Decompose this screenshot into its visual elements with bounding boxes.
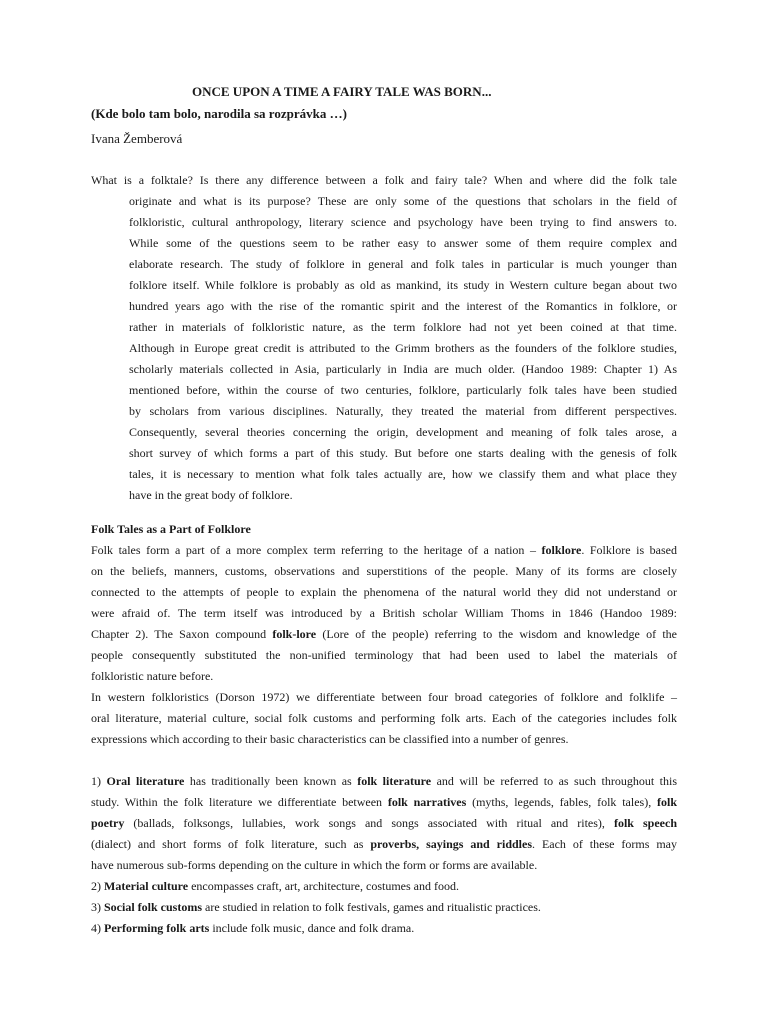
- text-line: study. Within the folk literature we differentiate between folk narratives (myths, legends, fables, folk tales), folk: [91, 795, 677, 809]
- intro-text-line: by scholars from various disciplines. Naturally, they treated the material from different perspectives.: [129, 404, 677, 418]
- text-line: expressions which according to their basic characteristics can be classified into a number of genres.: [91, 732, 569, 746]
- author-name: Ivana Žemberová: [91, 131, 183, 146]
- text-line: poetry (ballads, folksongs, lullabies, work songs and songs associated with ritual and rites), folk speech: [91, 816, 678, 830]
- list-item-performing-folk-arts: 4) Performing folk arts include folk music, dance and folk drama.: [91, 921, 415, 935]
- intro-text-line: scholarly materials collected in Asia, particularly in India are much older. (Handoo 1989: Chapter 1) As: [129, 362, 677, 376]
- intro-text-line: tales, it is necessary to mention what folk tales actually are, how we classify them and what place they: [129, 467, 677, 481]
- list-item-social-folk-customs: 3) Social folk customs are studied in relation to folk festivals, games and ritualistic practices.: [91, 900, 541, 914]
- text-line: have numerous sub-forms depending on the culture in which the form or forms are available.: [91, 858, 538, 872]
- text-line: folkloristic nature before.: [91, 669, 214, 683]
- text-line: oral literature, material culture, social folk customs and performing folk arts. Each of the categories includes folk: [91, 711, 677, 725]
- intro-text-line: originate and what is its purpose? These are only some of the questions that scholars in the field of: [129, 194, 677, 208]
- intro-text-line: hundred years ago with the rise of the romantic spirit and the interest of the Romantics in folklore, or: [129, 299, 677, 313]
- document-subtitle: (Kde bolo tam bolo, narodila sa rozprávka …): [91, 106, 347, 121]
- intro-text-line: folkloristic, cultural anthropology, literary science and psychology have been trying to find answers to.: [129, 215, 677, 229]
- list-item-oral-literature: 1) Oral literature has traditionally been known as folk literature and will be referred to as such throughout this: [91, 774, 677, 788]
- intro-text-line: rather in materials of folkloristic nature, as the term folklore had not yet been coined at that time.: [129, 320, 677, 334]
- text-line: connected to the attempts of people to explain the phenomena of the natural world they did not understand or: [91, 585, 677, 599]
- term-folklore: folklore: [541, 543, 582, 557]
- section-heading: Folk Tales as a Part of Folklore: [91, 522, 251, 536]
- list-item-material-culture: 2) Material culture encompasses craft, art, architecture, costumes and food.: [91, 879, 459, 893]
- intro-text-line: mentioned before, within the course of two centuries, folklore, particularly folk tales have been studied: [129, 383, 677, 397]
- intro-text-line: Although in Europe great credit is attributed to the Grimm brothers as the founders of the folklore studies,: [129, 341, 677, 355]
- term-folk-lore: folk-lore: [272, 627, 317, 641]
- document-title: ONCE UPON A TIME A FAIRY TALE WAS BORN...: [192, 84, 492, 99]
- text-line: (dialect) and short forms of folk literature, such as proverbs, sayings and riddles. Each of these forms may: [91, 837, 678, 851]
- intro-text-line: have in the great body of folklore.: [129, 488, 293, 502]
- text-line: In western folkloristics (Dorson 1972) we differentiate between four broad categories of folklore and folklife –: [91, 690, 677, 704]
- intro-text-line: short survey of which forms a part of this study. But before one starts dealing with the genesis of folk: [129, 446, 677, 460]
- text-line: Chapter 2). The Saxon compound folk-lore (Lore of the people) referring to the wisdom and knowledge of the: [91, 627, 677, 641]
- text-line: on the beliefs, manners, customs, observations and superstitions of the people. Many of its forms are closely: [91, 564, 677, 578]
- text-line: people consequently substituted the non-unified terminology that had been used to label the materials of: [91, 648, 677, 662]
- intro-text-line: folklore itself. While folklore is probably as old as mankind, its study in Western culture began about two: [129, 278, 677, 292]
- text-line: were afraid of. The term itself was introduced by a British scholar William Thoms in 1846 (Handoo 1989:: [91, 606, 677, 620]
- text-line: Folk tales form a part of a more complex term referring to the heritage of a nation – folklore. Folklore is based: [91, 543, 677, 557]
- intro-text-line: While some of the questions seem to be rather easy to answer some of them require complex and: [129, 236, 677, 250]
- intro-text-line: What is a folktale? Is there any difference between a folk and fairy tale? When and where did the folk tale: [91, 173, 677, 187]
- intro-text-line: elaborate research. The study of folklore in general and folk tales in particular is much younger than: [129, 257, 677, 271]
- intro-text-line: Consequently, several theories concerning the origin, development and meaning of folk tales arose, a: [129, 425, 677, 439]
